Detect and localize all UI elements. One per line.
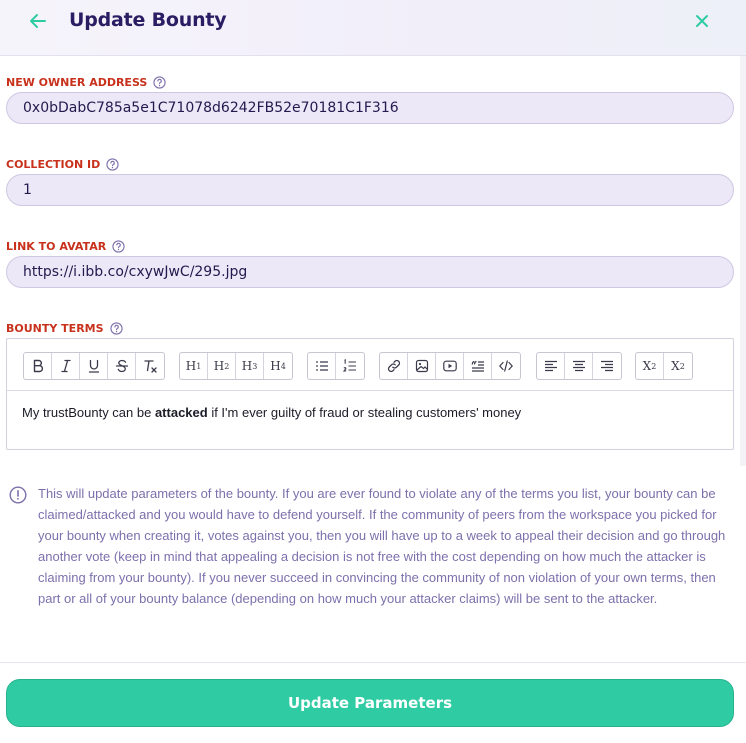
heading-4-button[interactable]: H 4 bbox=[270, 359, 286, 373]
info-notice: This will update parameters of the bounty. If you are ever found to violate any of the terms you list, your bounty can be claimed/attacked and you would have to defend yourself. If the community of peers from the workspace you picked for your bounty when creating it, votes against you, then you will have up to a week to appeal their decision and go through another vote (keep in mind that appealing a decision is not free with the cost depending on how much the attacker is claiming from your bounty). If you never succeed in convincing the community of non violation of your own terms, then part or all of your bounty balance (depending on how much your attacker claims) will be sent to the attacker. bbox=[38, 486, 726, 606]
link-icon bbox=[386, 358, 402, 374]
align-left-icon bbox=[543, 358, 559, 374]
heading-2-button[interactable]: H 2 bbox=[208, 353, 236, 379]
divider bbox=[0, 662, 746, 663]
help-icon[interactable] bbox=[112, 240, 125, 253]
collection-id-label-text: COLLECTION ID bbox=[6, 158, 101, 171]
clear-format-icon bbox=[142, 358, 158, 374]
bounty-terms-editor[interactable] bbox=[6, 338, 734, 450]
list-group bbox=[307, 352, 365, 380]
bounty-terms-label bbox=[6, 322, 123, 335]
align-right-button[interactable] bbox=[593, 353, 621, 379]
code-button[interactable] bbox=[492, 353, 520, 379]
clear-format-button[interactable] bbox=[136, 353, 164, 379]
video-icon bbox=[442, 358, 458, 374]
heading-1-button[interactable]: H 1 bbox=[180, 353, 208, 379]
ordered-list-icon bbox=[342, 358, 358, 374]
help-icon[interactable] bbox=[106, 158, 119, 171]
align-group bbox=[536, 352, 622, 380]
code-icon bbox=[498, 358, 514, 374]
scrollbar-track[interactable] bbox=[740, 56, 746, 466]
owner-address-label bbox=[6, 76, 166, 89]
link-button[interactable] bbox=[380, 353, 408, 379]
subscript-button[interactable]: X 2 bbox=[671, 359, 685, 373]
help-icon[interactable] bbox=[153, 76, 166, 89]
strikethrough-button[interactable] bbox=[108, 353, 136, 379]
align-center-icon bbox=[571, 358, 587, 374]
blockquote-icon bbox=[470, 358, 486, 374]
page-title: Update Bounty bbox=[69, 9, 227, 31]
underline-icon bbox=[86, 358, 102, 374]
bounty-terms-label-text: BOUNTY TERMS bbox=[6, 322, 104, 335]
image-icon bbox=[414, 358, 430, 374]
back-button[interactable] bbox=[26, 9, 50, 33]
align-right-icon bbox=[599, 358, 615, 374]
editor-content[interactable]: My trustBounty can be attacked if I'm ever guilty of fraud or stealing customers' money bbox=[22, 405, 522, 420]
owner-address-label-text: NEW OWNER ADDRESS bbox=[6, 76, 148, 89]
align-left-button[interactable] bbox=[537, 353, 565, 379]
avatar-link-label bbox=[6, 240, 125, 253]
avatar-link-input[interactable] bbox=[6, 256, 734, 288]
update-parameters-button[interactable]: Update Parameters bbox=[6, 679, 734, 727]
script-group bbox=[635, 352, 693, 380]
format-group bbox=[23, 352, 165, 380]
close-button[interactable] bbox=[690, 9, 714, 33]
align-center-button[interactable] bbox=[565, 353, 593, 379]
media-group bbox=[379, 352, 521, 380]
collection-id-label bbox=[6, 158, 119, 171]
info-icon bbox=[9, 486, 27, 504]
avatar-link-label-text: LINK TO AVATAR bbox=[6, 240, 107, 253]
help-icon[interactable] bbox=[110, 322, 123, 335]
owner-address-input[interactable] bbox=[6, 92, 734, 124]
bullet-list-icon bbox=[314, 358, 330, 374]
heading-group bbox=[179, 352, 293, 380]
modal-header bbox=[0, 0, 746, 56]
bullet-list-button[interactable] bbox=[308, 353, 336, 379]
collection-id-input[interactable] bbox=[6, 174, 734, 206]
italic-icon bbox=[58, 358, 74, 374]
bold-button[interactable] bbox=[24, 353, 52, 379]
superscript-button[interactable]: X 2 bbox=[636, 353, 664, 379]
heading-3-button[interactable]: H 3 bbox=[236, 353, 264, 379]
image-button[interactable] bbox=[408, 353, 436, 379]
ordered-list-button[interactable] bbox=[336, 353, 364, 379]
close-icon bbox=[690, 9, 714, 33]
bold-icon bbox=[30, 358, 46, 374]
blockquote-button[interactable] bbox=[464, 353, 492, 379]
italic-button[interactable] bbox=[52, 353, 80, 379]
video-button[interactable] bbox=[436, 353, 464, 379]
arrow-left-icon bbox=[26, 9, 50, 33]
strikethrough-icon bbox=[114, 358, 130, 374]
underline-button[interactable] bbox=[80, 353, 108, 379]
editor-toolbar bbox=[7, 339, 733, 391]
